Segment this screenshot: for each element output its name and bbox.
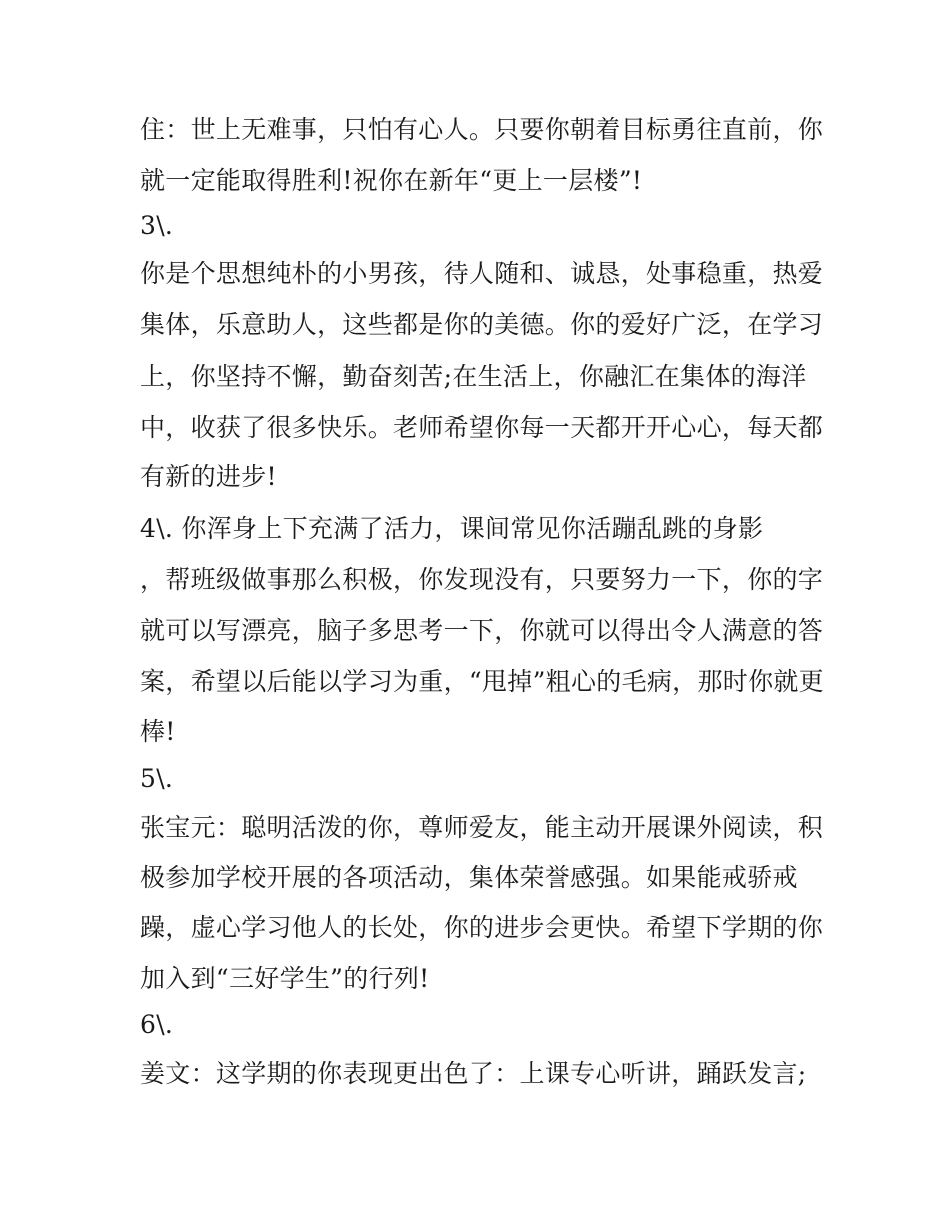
text-line-18: 加入到“三好学生”的行列! — [140, 964, 430, 993]
text-line-7: 中，收获了很多快乐。老师希望你每一天都开开心心，每天都 — [140, 413, 824, 442]
text-line-11: 就可以写漂亮，脑子多思考一下，你就可以得出令人满意的答 — [140, 616, 824, 645]
text-line-20: 姜文：这学期的你表现更出色了：上课专心听讲，踊跃发言; — [140, 1059, 807, 1088]
text-line-12: 案，希望以后能以学习为重，“甩掉”粗心的毛病，那时你就更 — [140, 667, 824, 696]
text-line-2: 就一定能取得胜利!祝你在新年“更上一层楼”! — [140, 166, 643, 195]
text-line-8: 有新的进步! — [140, 462, 277, 491]
text-line-13: 棒! — [140, 717, 176, 746]
item-number-5: 5\. — [140, 764, 174, 793]
text-line-6: 上，你坚持不懈，勤奋刻苦;在生活上，你融汇在集体的海洋 — [140, 362, 807, 391]
text-line-10: ，帮班级做事那么积极，你发现没有，只要努力一下，你的字 — [140, 565, 824, 594]
text-line-5: 集体，乐意助人，这些都是你的美德。你的爱好广泛，在学习 — [140, 310, 824, 339]
text-line-15: 张宝元：聪明活泼的你，尊师爱友，能主动开展课外阅读，积 — [140, 813, 824, 842]
text-line-1: 住：世上无难事，只怕有心人。只要你朝着目标勇往直前，你 — [140, 115, 824, 144]
item-number-6: 6\. — [140, 1010, 174, 1039]
text-line-17: 躁，虚心学习他人的长处，你的进步会更快。希望下学期的你 — [140, 913, 824, 942]
item-number-3: 3\. — [140, 211, 174, 240]
text-line-9: 4\. 你浑身上下充满了活力，课间常见你活蹦乱跳的身影 — [140, 514, 764, 543]
text-line-4: 你是个思想纯朴的小男孩，待人随和、诚恳，处事稳重，热爱 — [140, 259, 824, 288]
text-line-16: 极参加学校开展的各项活动，集体荣誉感强。如果能戒骄戒 — [140, 863, 798, 892]
